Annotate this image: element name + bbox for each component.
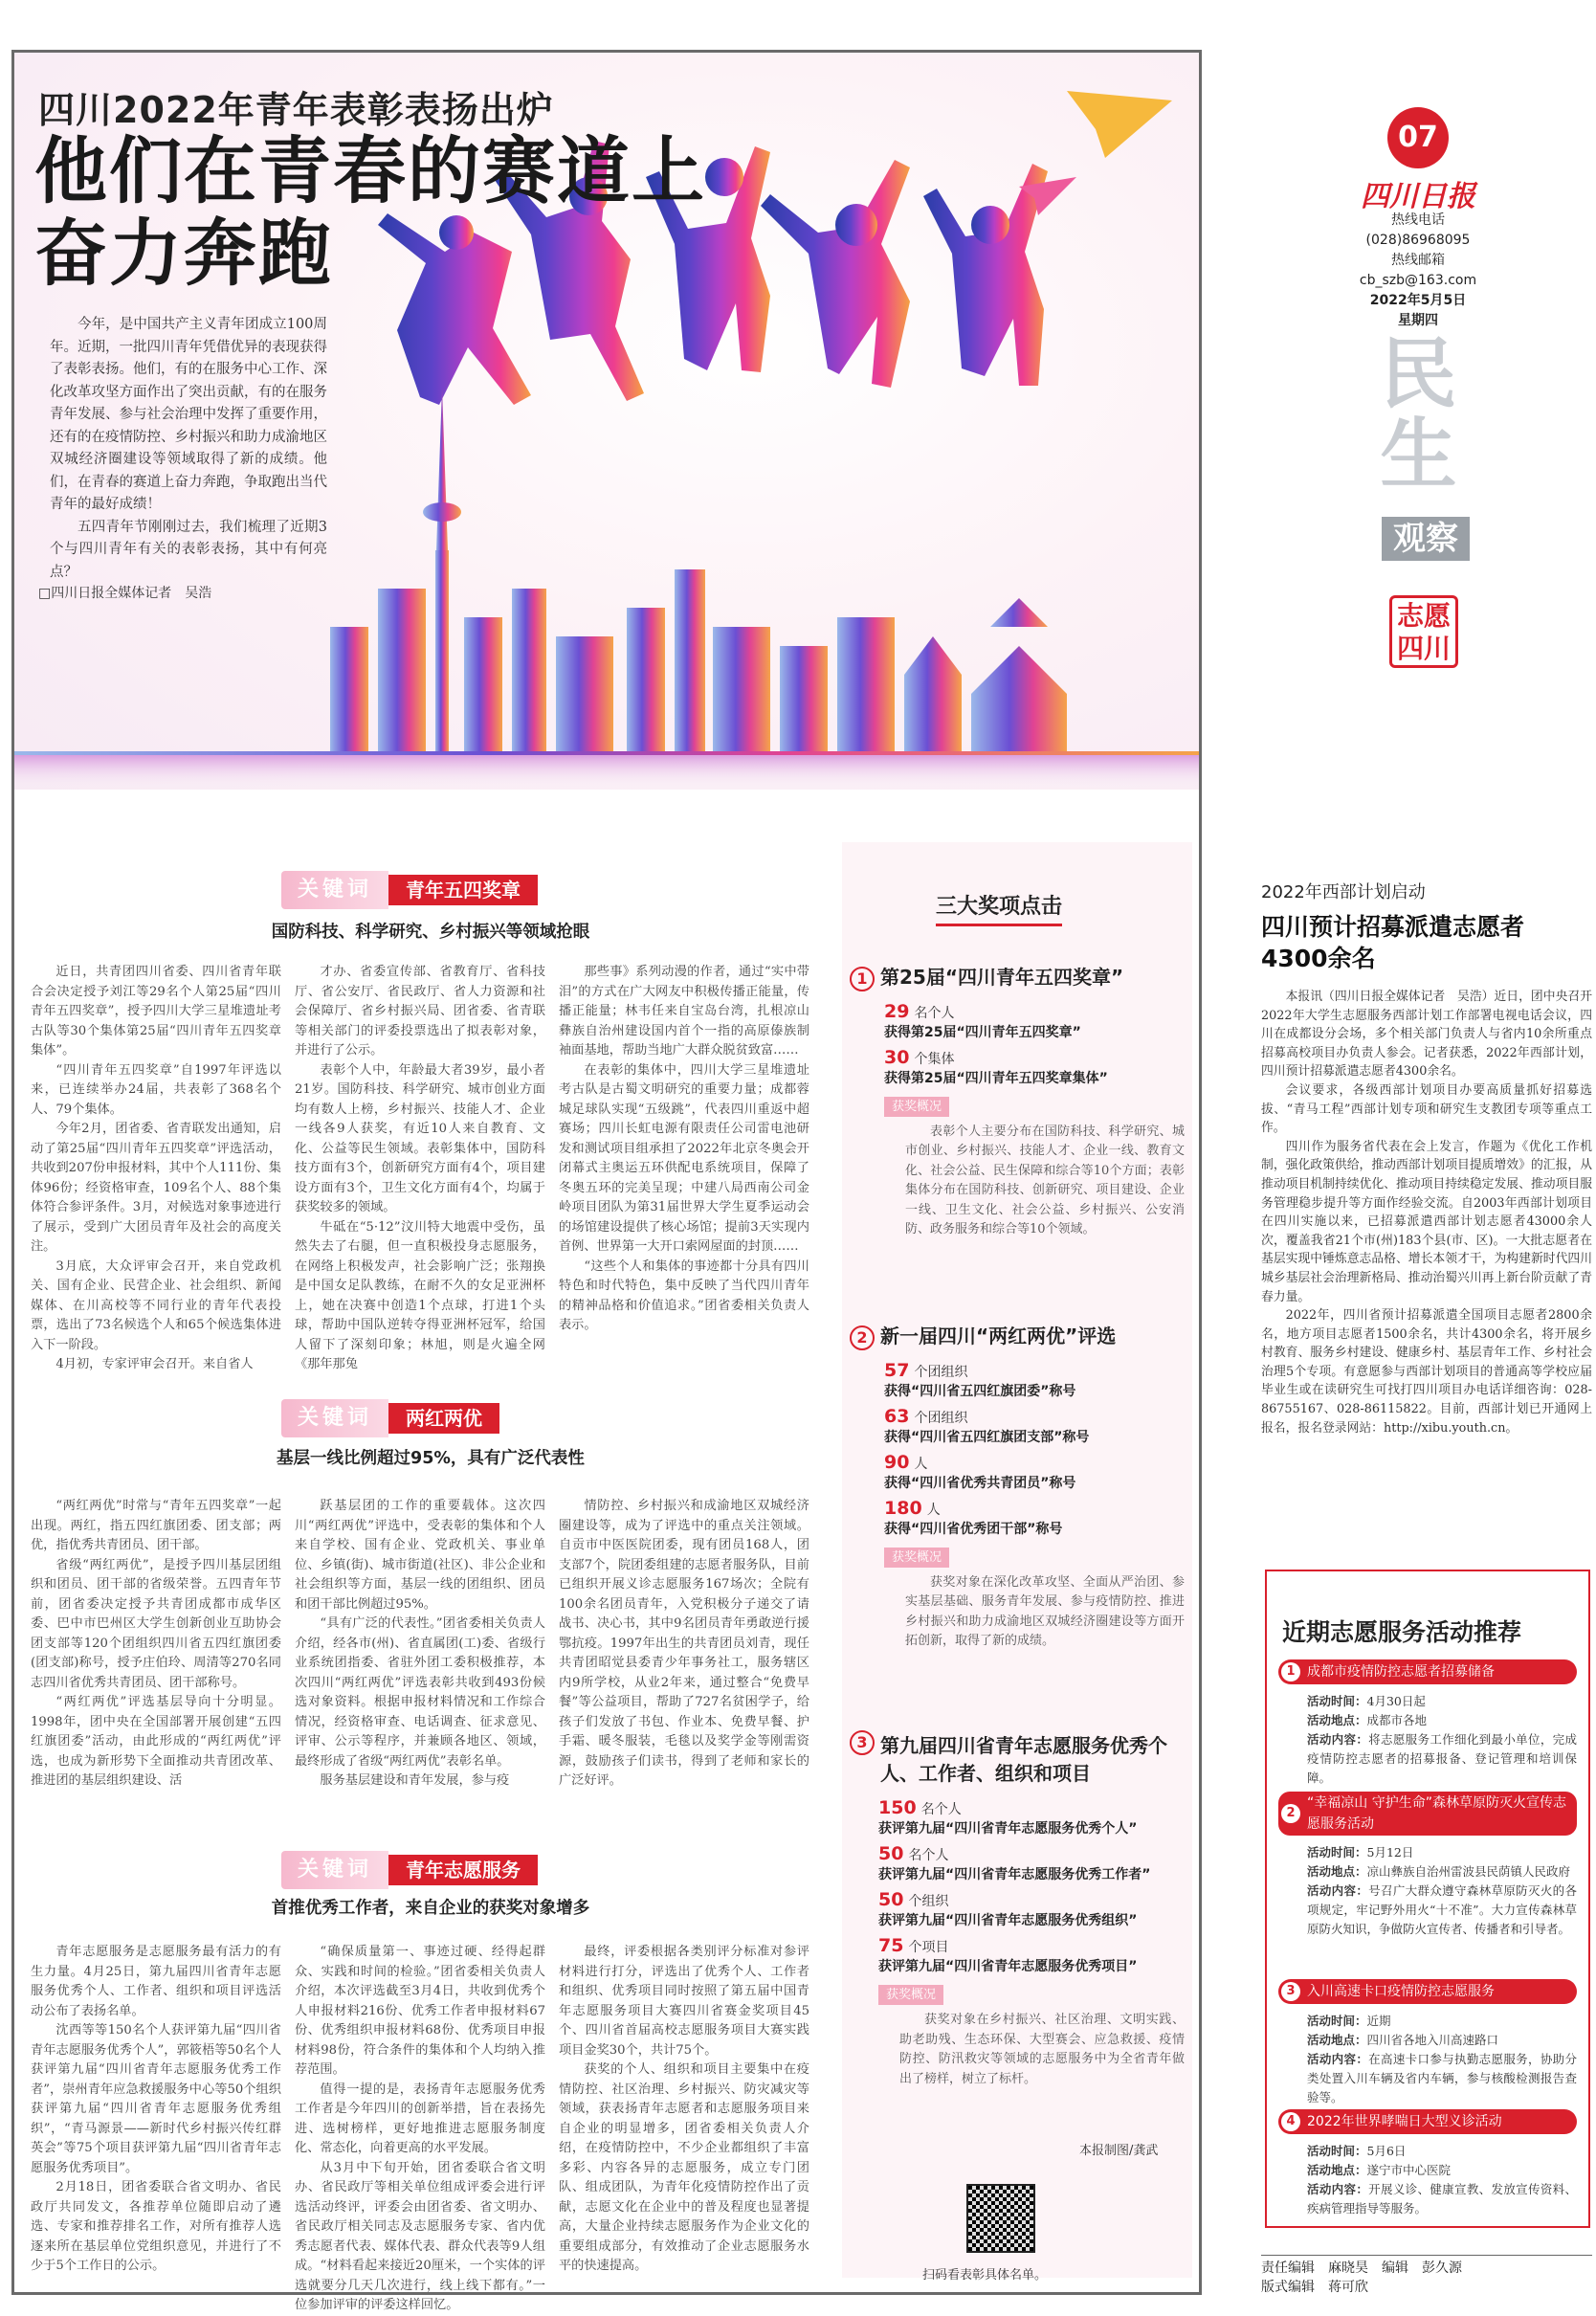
intro-p1: 今年，是中国共产主义青年团成立100周年。近期，一批四川青年凭借优异的表现获得了表彰表扬。他们，有的在服务中心工作、深化改革攻坚方面作出了突出贡献，有的在服务青年发展、参与社会治理中发挥了重要作用，还有的在疫情防控、乡村振兴和助力成渝地区双城经济圈建设等领域取得了新的成绩。他们，在青春的赛道上奋力奔跑，争取跑出当代青年的最好成绩！ [50, 317, 327, 512]
stat-number: 29 [884, 1000, 910, 1022]
para: 从3月中下旬开始，团省委联合省文明办、省民政厅等相关单位组成评委会进行评选活动终评，评委会由团省委、省文明办、省民政厅相关同志及志愿服务专家、省内优秀志愿者代表、媒体代表、群众代表等9人组成。“材料看起来接近20厘米，一个实体的评选就要分几天几次进行，线上线下都有。”一位参加评审的评委这样回忆。 [295, 2160, 545, 2312]
sec1-col3 [559, 963, 809, 1336]
place-label: 活动地点： [1307, 1864, 1367, 1879]
headline-line1: 他们在青春的赛道上 [34, 128, 706, 213]
activity-title-text: “幸福凉山 守护生命”森林草原防灭火宣传志愿服务活动 [1307, 1795, 1566, 1832]
activity-content: 在高速卡口参与执勤志愿服务，协助分类处置入川车辆及省内车辆，参与核酸检测报告查验等。 [1307, 2052, 1577, 2104]
awards-heading: 三大奖项点击 [936, 890, 1062, 926]
activity-title-text: 入川高速卡口疫情防控志愿服务 [1307, 1984, 1495, 1999]
masthead-info [1344, 211, 1492, 331]
award-stats-3 [850, 1797, 1185, 2089]
sec2-col2 [295, 1497, 545, 1792]
content-label: 活动内容： [1307, 2182, 1369, 2196]
weekday: 星期四 [1398, 313, 1438, 328]
para: “两红两优”评选基层导向十分明显。1998年，团中央在全国部署开展创建“五四红旗团委”活动，由此形成的“两红两优”评选，也成为新形势下全面推动共青团改革、推进团的基层组织建设、活 [31, 1695, 281, 1788]
sidebar-title-line1: 四川预计招募派遣志愿者 [1261, 913, 1525, 941]
activity-number: 3 [1281, 1982, 1300, 2001]
award-item-2 [850, 1321, 1185, 1652]
stat-desc: 获得第25届“四川青年五四奖章集体” [884, 1070, 1108, 1086]
activity-time: 5月12日 [1366, 1845, 1414, 1859]
para: 值得一提的是，表扬青年志愿服务优秀工作者是今年四川的创新举措，旨在表扬先进、选树榜样，更好地推进志愿服务制度化、常态化，向着更高的水平发展。 [295, 2082, 545, 2155]
activity-title-text: 成都市疫情防控志愿者招募储备 [1307, 1664, 1495, 1680]
hero-intro [50, 314, 327, 584]
sec3-subtitle: 首推优秀工作者，来自企业的获奖对象增多 [271, 1899, 590, 1918]
paper-logo: 四川日报 [1361, 180, 1475, 213]
place-label: 活动地点： [1307, 2033, 1367, 2047]
sidebar-kicker: 2022年西部计划启动 [1261, 882, 1426, 902]
stat-number: 90 [884, 1451, 910, 1473]
award-title-text: 第25届“四川青年五四奖章” [880, 966, 1124, 989]
para: 服务基层建设和青年发展，参与疫 [320, 1773, 510, 1788]
page-number-badge [1387, 107, 1449, 168]
stat-desc: 获得“四川省优秀共青团员”称号 [884, 1475, 1076, 1491]
stamp-line1: 志愿 [1396, 600, 1451, 632]
page-number: 07 [1398, 121, 1438, 154]
sec2-col3 [559, 1497, 809, 1792]
stat-desc: 获得“四川省优秀团干部”称号 [884, 1521, 1063, 1537]
award-tag: 获奖概况 [884, 1548, 949, 1568]
stat-number: 30 [884, 1046, 910, 1068]
headline-line2: 奋力奔跑 [34, 211, 333, 296]
award-title-1 [850, 962, 1185, 991]
para: 近日，共青团四川省委、四川省青年联合会决定授予刘江等29名个人第25届“四川青年五四奖章”，授予四川大学三星堆遗址考古队等30个集体第25届“四川青年五四奖章集体”。 [31, 965, 281, 1058]
activity-place: 遂宁市中心医院 [1366, 2163, 1452, 2177]
sec2-kw-title: 两红两优 [388, 1403, 499, 1434]
intro-p2: 五四青年节刚刚过去，我们梳理了近期3个与四川青年有关的表彰表扬，其中有何亮点？ [50, 519, 327, 580]
content-label: 活动内容： [1307, 1732, 1369, 1747]
activity-content: 开展义诊、健康宣教、发放宣传资料、疾病管理指导等服务。 [1307, 2182, 1577, 2216]
award-tag: 获奖概况 [884, 1097, 949, 1117]
award-summary: 获奖对象在乡村振兴、社区治理、文明实践、助老助残、生态环保、大型赛会、应急救援、疫情防控、防汛救灾等领域的志愿服务中为全省青年做出了榜样，树立了标杆。 [899, 2013, 1185, 2086]
qr-caption: 扫码看表彰具体名单。 [922, 2268, 1048, 2283]
sec2-subtitle: 基层一线比例超过95%，具有广泛代表性 [277, 1449, 585, 1468]
hero-kicker: 四川2022年青年表彰表扬出炉 [38, 89, 554, 131]
stat-unit: 名个人 [908, 1848, 949, 1863]
time-label: 活动时间： [1307, 2014, 1367, 2028]
para: 2月18日，团省委联合省文明办、省民政厅共同发文，各推荐单位随即启动了遴选、专家和推荐排名工作，对所有推荐人选逐来所在基层单位党组织意见，并进行了不少于5个工作日的公示。 [31, 2180, 281, 2273]
sec3-col3 [559, 1943, 809, 2277]
stat-unit: 个团组织 [914, 1364, 968, 1380]
award-summary: 获奖对象在深化改革攻坚、全面从严治团、参实基层基础、服务青年发展、参与疫情防控、推进乡村振兴和助力成渝地区双城经济圈建设等方面开拓创新，取得了新的成绩。 [905, 1574, 1185, 1648]
activity-content: 号召广大群众遵守森林草原防灭火的各项规定，牢记野外用火“十不准”。大力宣传森林草原防火知识，争做防火宣传者、传播者和引导者。 [1307, 1883, 1577, 1936]
para: “确保质量第一、事迹过硬、经得起群众、实践和时间的检验。”团省委相关负责人介绍，本次评选截至3月4日，共收到优秀个人申报材料216份、优秀工作者申报材料67份、优秀组织申报材料68份、优秀项目申报材料98份，符合条件的集体和个人均纳入推荐范围。 [295, 1945, 545, 2077]
section-subtitle: 观察 [1382, 517, 1470, 561]
award-tag: 获奖概况 [878, 1985, 943, 2005]
activity-title-text: 2022年世界哮喘日大型义诊活动 [1307, 2114, 1502, 2129]
stat-unit: 个组织 [908, 1894, 949, 1909]
award-title-text: 新一届四川“两红两优”评选 [880, 1325, 1117, 1347]
award-number-3: 3 [850, 1730, 875, 1755]
jumper-4 [761, 160, 910, 388]
activity-time: 近期 [1366, 2014, 1391, 2028]
award-item-1 [850, 962, 1185, 1240]
sidebar-title-line2: 4300余名 [1261, 945, 1376, 972]
activities-heading: 近期志愿服务活动推荐 [1282, 1618, 1522, 1646]
activity-item-2[interactable] [1278, 1792, 1577, 1939]
sec2-keyword [281, 1399, 499, 1437]
sec3-col1 [31, 1943, 281, 2277]
stat-desc: 获评第九届“四川省青年志愿服务优秀组织” [878, 1913, 1138, 1928]
qr-code-icon[interactable] [966, 2184, 1035, 2253]
para: 最终，评委根据各类别评分标准对参评材料进行打分，评选出了优秀个人、工作者和组织、优秀项目同时按照了第五届中国青年志愿服务项目大赛四川省赛金奖项目45个、四川省首届高校志愿服务项目大赛实践项目金奖30个，共计75个。 [559, 1945, 809, 2058]
activity-number: 4 [1281, 2112, 1300, 2131]
editor-line1: 责任编辑 麻晓昊 编辑 彭久源 [1261, 2260, 1462, 2276]
time-label: 活动时间： [1307, 1694, 1367, 1708]
stat-number: 180 [884, 1497, 922, 1519]
sec3-col2 [295, 1943, 545, 2316]
award-title-text: 第九届四川省青年志愿服务优秀个人、工作者、组织和项目 [880, 1734, 1167, 1785]
activity-place: 凉山彝族自治州雷波县民荫镇人民政府 [1366, 1864, 1571, 1879]
para: 表彰个人中，年龄最大者39岁，最小者21岁。国防科技、科学研究、城市创业方面均有数人上榜，乡村振兴、技能人才、企业一线各9人获奖，有近10人来自教育、文化、公益等民生领域。表彰集体中，国防科技方面有3个，创新研究方面有4个，项目建设方面有3个，卫生文化方面有4个，均属于获奖较多的领域。 [295, 1062, 545, 1214]
activity-place: 成都市各地 [1366, 1713, 1428, 1727]
stat-desc: 获得“四川省五四红旗团支部”称号 [884, 1429, 1090, 1445]
stat-unit: 个团组织 [914, 1410, 968, 1426]
time-label: 活动时间： [1307, 2144, 1367, 2158]
stat-number: 150 [878, 1797, 917, 1818]
activity-title-2[interactable] [1278, 1792, 1577, 1836]
jumper-5 [923, 164, 1048, 386]
para: 跃基层团的工作的重要载体。这次四川“两红两优”评选中，受表彰的集体和个人来自学校、国有企业、党政机关、事业单位、乡镇(街)、城市街道(社区)、非公企业和社会组织等方面，基层一线的团组织、团员和团干部比例超过95%。 [295, 1499, 545, 1612]
stat-desc: 获评第九届“四川省青年志愿服务优秀项目” [878, 1959, 1138, 1974]
activity-title-3[interactable] [1278, 1979, 1577, 2004]
hotline-label: 热线电话 [1391, 212, 1445, 228]
para: 情防控、乡村振兴和成渝地区双城经济圈建设等，成为了评选中的重点关注领域。自贡市中医医院团委，现有团员168人，团支部7个，院团委组建的志愿者服务队，目前已组织开展义诊志愿服务167场次；全院有100余名团员青年，入党积极分子递交了请战书、决心书，其中9名团员青年勇敢逆行援鄂抗疫。1997年出生的共青团员刘青，现任共青团昭觉县委青少年事务社工，服务辖区内9所学校，从业2年来，通过整合“免费早餐”等公益项目，帮助了727名贫困学子，给孩子们发放了书包、作业本、免费早餐、护手霜、暖冬服装，毛毯以及奖学金等刚需资源，鼓励孩子们读书，得到了老师和家长的广泛好评。 [559, 1499, 809, 1788]
para: 会议要求，各级西部计划项目办要高质量抓好招募选拔、“青马工程”西部计划专项和研究生支教团专项等重点工作。 [1261, 1082, 1592, 1136]
para: 本报讯（四川日报全媒体记者 吴浩）近日，团中央召开2022年大学生志愿服务西部计划工作部署电视电话会议，四川在成都设分会场，多个相关部门负责人与省内10余所重点招募高校项目办负责人参会。记者获悉，2022年西部计划，四川预计招募派遣志愿者4300余名。 [1261, 990, 1592, 1080]
activity-number: 2 [1281, 1804, 1300, 1823]
volunteer-stamp [1389, 595, 1458, 668]
section-title: 民生 [1367, 333, 1457, 494]
paper-plane-1 [1067, 91, 1172, 158]
stat-desc: 获评第九届“四川省青年志愿服务优秀个人” [878, 1821, 1138, 1837]
para: “四川青年五四奖章”自1997年评选以来，已连续举办24届，共表彰了368名个人、79个集体。 [31, 1062, 281, 1117]
para: 才办、省委宣传部、省教育厅、省科技厅、省公安厅、省民政厅、省人力资源和社会保障厅、省乡村振兴局、团省委、省青联等相关部门的评委投票选出了拟表彰对象，并进行了公示。 [295, 965, 545, 1058]
sec1-col1 [31, 963, 281, 1375]
stat-number: 50 [878, 1843, 904, 1864]
para: “这些个人和集体的事迹都十分具有四川特色和时代特色，集中反映了当代四川青年的精神品格和价值追求。”团省委相关负责人表示。 [559, 1258, 809, 1332]
sec2-kw-label: 关键词 [281, 1399, 388, 1437]
place-label: 活动地点： [1307, 1713, 1367, 1727]
sec3-keyword [281, 1851, 538, 1889]
time-label: 活动时间： [1307, 1845, 1367, 1859]
stat-unit: 名个人 [914, 1005, 955, 1021]
sec3-kw-title: 青年志愿服务 [388, 1855, 538, 1885]
sec1-col2 [295, 963, 545, 1375]
stat-unit: 个集体 [914, 1051, 955, 1067]
hero-byline: □四川日报全媒体记者 吴浩 [38, 586, 212, 601]
activity-item-1[interactable] [1278, 1659, 1577, 1788]
para: “两红两优”时常与“青年五四奖章”一起出现。两红，指五四红旗团委、团支部；两优，指优秀共青团员、团干部。 [31, 1499, 281, 1552]
editor-credits [1261, 2255, 1592, 2296]
para: 那些事》系列动漫的作者，通过“实中带泪”的方式在广大网友中积极传播正能量，传播正能量；林韦任来自宝岛台湾，扎根凉山彝族自治州建设国内首个一指的高原傣族制袖面基地，帮助当地广大群众脱贫致富…… [559, 965, 809, 1058]
sec3-kw-label: 关键词 [281, 1851, 388, 1889]
activity-title-1[interactable] [1278, 1659, 1577, 1684]
para: 3月底，大众评审会召开，来自党政机关、国有企业、民营企业、社会组织、新闻媒体、在川高校等不同行业的青年代表投票，选出了73名候选个人和65个候选集体进入下一阶段。 [31, 1258, 281, 1352]
sec1-subtitle: 国防科技、科学研究、乡村振兴等领域抢眼 [271, 923, 590, 942]
para: 今年2月，团省委、省青联发出通知，启动了第25届“四川青年五四奖章”评选活动，共收到207份申报材料，其中个人111份、集体96份；经资格审查，109名个人、88个集体符合参评条件。3月，对候选对象事迹进行了展示，受到广大团员青年及社会的高度关注。 [31, 1122, 281, 1254]
editor-line2: 版式编辑 蒋可欣 [1261, 2280, 1368, 2295]
content-label: 活动内容： [1307, 1883, 1369, 1898]
stat-number: 75 [878, 1935, 904, 1956]
para: “具有广泛的代表性。”团省委相关负责人介绍，经各市(州)、省直属团(工)委、省级行业系统团指委、省驻外团工委积极推荐，本次四川“两红两优”评选表彰共收到493份候选对象资料。根据申报材料情况和工作综合情况，经资格审查、电话调查、征求意见、评审、公示等程序，并兼顾各地区、领域，最终形成了省级“两红两优”表彰名单。 [295, 1616, 545, 1769]
stat-unit: 个项目 [908, 1940, 949, 1955]
content-label: 活动内容： [1307, 2052, 1369, 2066]
para: 四川作为服务省代表在会上发言，作题为《优化工作机制，强化政策供给，推动西部计划项目提质增效》的汇报，从推动项目机制持续优化、推动项目持续稳定发展、推动项目服务管理稳步提升等方面作经验交流。自2003年西部计划项目在四川实施以来，已招募派遣西部计划志愿者43000余人次，覆盖我省21个市(州)183个县(市、区)。一大批志愿者在基层实现中锤炼意志品格、增长本领才干，为构建新时代四川城乡基层社会治理新格局、推动治蜀兴川再上新台阶贡献了青春力量。 [1261, 1139, 1592, 1304]
activity-number: 1 [1281, 1662, 1300, 1681]
award-stats-2 [850, 1360, 1185, 1652]
activity-item-4[interactable] [1278, 2109, 1577, 2218]
activity-time: 4月30日起 [1366, 1694, 1426, 1708]
sidebar-body [1261, 988, 1592, 1437]
para: 2022年，四川省预计招募派遣全国项目志愿者2800余名，地方项目志愿者1500余名，共计4300余名，将开展乡村教育、服务乡村建设、健康乡村、基层青年工作、乡村社会治理5个专项。有意愿参与西部计划项目的普通高等学校应届毕业生或在读研究生可找打四川项目办电话详细咨询：028-86755167、028-86115822。目前，西部计划已开通网上报名，报名登录网站：http://xibu.youth.cn。 [1261, 1308, 1592, 1436]
email-label: 热线邮箱 [1391, 253, 1445, 268]
hero-headline [34, 130, 706, 295]
graphic-credit: 本报制图/龚武 [1079, 2144, 1159, 2158]
stat-unit: 名个人 [920, 1802, 962, 1817]
para: 获奖的个人、组织和项目主要集中在疫情防控、社区治理、乡村振兴、防灾减灾等领域，获表扬青年志愿者和志愿服务项目来自企业的明显增多，团省委相关负责人介绍，在疫情防控中，不少企业都组织了丰富多彩、内容各异的志愿服务，成立专门团队、组成团队，为青年化疫情防控作出了贡献，志愿文化在企业中的普及程度也显著提高，大量企业持续志愿服务作为企业文化的重要组成部分，有效推动了企业志愿服务水平的快速提高。 [559, 2062, 809, 2273]
activity-item-3[interactable] [1278, 1979, 1577, 2107]
activity-title-4[interactable] [1278, 2109, 1577, 2134]
award-stats-1 [850, 1001, 1185, 1240]
sec1-kw-title: 青年五四奖章 [388, 875, 538, 905]
award-number-1: 1 [850, 967, 875, 991]
para: 沈西等等150名个人获评第九届“四川省青年志愿服务优秀个人”，郭筱梧等50名个人获评第九届“四川省青年志愿服务优秀工作者”，崇州青年应急救援服务中心等50个组织获评第九届“四川省青年志愿服务优秀组织”，“青马源景——新时代乡村振兴传红群英会”等75个项目获评第九届“四川省青年志愿服务优秀项目”。 [31, 2023, 281, 2175]
stat-unit: 人 [926, 1502, 941, 1518]
stat-desc: 获评第九届“四川省青年志愿服务优秀工作者” [878, 1867, 1151, 1882]
activity-place: 四川省各地入川高速路口 [1366, 2033, 1499, 2047]
stat-unit: 人 [914, 1456, 928, 1472]
place-label: 活动地点： [1307, 2163, 1367, 2177]
hotline: (028)86968095 [1365, 233, 1471, 248]
award-summary: 表彰个人主要分布在国防科技、科学研究、城市创业、乡村振兴、技能人才、企业一线、教育文化、社会公益、民生保障和综合等10个方面；表彰集体分布在国防科技、创新研究、项目建设、企业一线、卫生文化、社会公益、乡村振兴、公安消防、政务服务和综合等10个领域。 [905, 1124, 1185, 1236]
award-title-3 [850, 1730, 1185, 1786]
sidebar-title [1261, 911, 1592, 974]
para: 牛砥在“5·12”汶川特大地震中受伤，虽然失去了右腿，但一直积极投身志愿服务，在网络上积极发声，社会影响广泛；张翔换是中国女足队教练，在耐不久的女足亚洲杯上，她在决赛中创造1个点球，打进1个头球，帮助中国队逆转夺得亚洲杯冠军，给国人留下了深刻印象；林旭，则是火遍全网《那年那兔 [295, 1219, 545, 1371]
activity-content: 将志愿服务工作细化到最小单位，完成疫情防控志愿者的招募报备、登记管理和培训保障。 [1307, 1732, 1577, 1785]
stat-desc: 获得“四川省五四红旗团委”称号 [884, 1383, 1076, 1399]
stat-number: 50 [878, 1889, 904, 1910]
award-title-2 [850, 1321, 1185, 1350]
award-number-2: 2 [850, 1325, 875, 1350]
award-item-3 [850, 1730, 1185, 2089]
para: 4月初，专家评审会召开。来自省人 [55, 1357, 254, 1371]
sec1-kw-label: 关键词 [281, 871, 388, 909]
activity-time: 5月6日 [1366, 2144, 1407, 2158]
para: 省级“两红两优”，是授予四川基层团组织和团员、团干部的省级荣誉。五四青年节前，团省委决定授予共青团成都市成华区委、巴中市巴州区大学生创新创业互助协会团支部等120个团组织四川省五四红旗团委(团支部)称号，授予庄伯玲、周清等270名同志四川省优秀共青团员、团干部称号。 [31, 1557, 281, 1690]
sec1-keyword [281, 871, 538, 909]
stamp-line2: 四川 [1396, 633, 1451, 664]
para: 在表彰的集体中，四川大学三星堆遗址考古队是古蜀文明研究的重要力量；成都蓉城足球队实现“五级跳”，代表四川重返中超赛场；四川长虹电源有限责任公司雷电池研发和测试项目组承担了2022年北京冬奥会开闭幕式主奥运五环供配电系统项目，保障了冬奥五环的完美呈现；中建八局西南公司金岭项目团队为第31届世界大学生夏季运动会的场馆建设提供了核心场馆；提前3天实现内首例、世界第一大开口索网屋面的封顶…… [559, 1062, 809, 1254]
sec2-col1 [31, 1497, 281, 1792]
date: 2022年5月5日 [1369, 293, 1467, 308]
stat-number: 57 [884, 1359, 910, 1381]
stat-number: 63 [884, 1405, 910, 1427]
para: 青年志愿服务是志愿服务最有活力的有生力量。4月25日，第九届四川省青年志愿服务优秀个人、工作者、组织和项目评选活动公布了表扬名单。 [31, 1945, 281, 2018]
email: cb_szb@163.com [1359, 273, 1477, 288]
stat-desc: 获得第25届“四川青年五四奖章” [884, 1024, 1081, 1040]
